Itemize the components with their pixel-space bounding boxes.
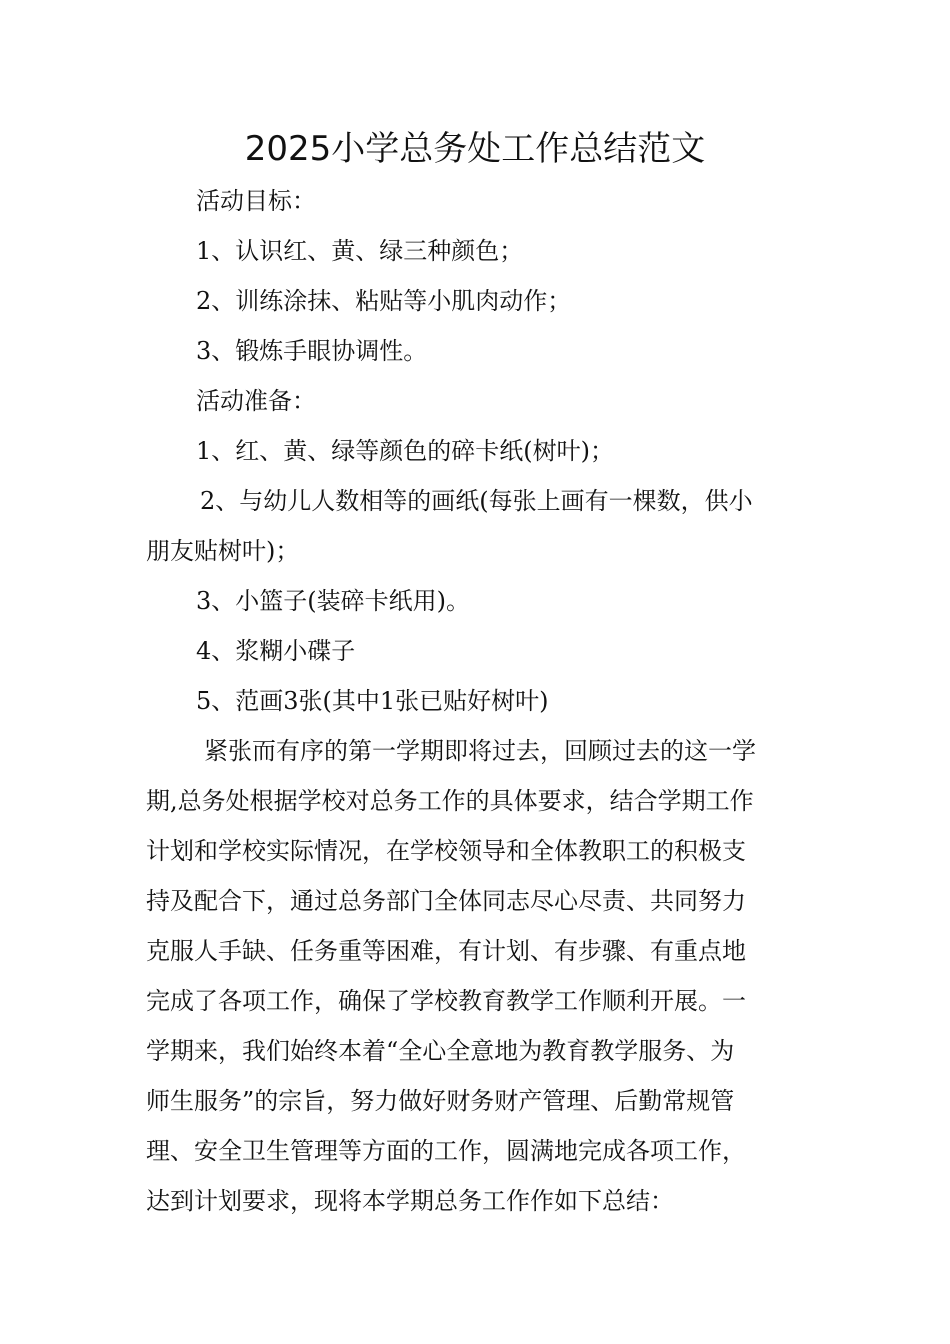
paragraph-line: 理、安全卫生管理等方面的工作，圆满地完成各项工作， <box>146 1137 746 1165</box>
paragraph-line: 2、训练涂抹、粘贴等小肌肉动作； <box>196 287 572 315</box>
paragraph-line: 2、与幼儿人数相等的画纸(每张上画有一棵数，供小 <box>200 487 753 515</box>
document-title: 2025小学总务处工作总结范文 <box>244 129 706 169</box>
paragraph-line: 计划和学校实际情况，在学校领导和全体教职工的积极支 <box>146 837 746 865</box>
paragraph-line: 4、浆糊小碟子 <box>196 637 356 665</box>
paragraph-line: 1、认识红、黄、绿三种颜色； <box>196 237 524 265</box>
section-heading-goals: 活动目标： <box>196 187 316 215</box>
section-heading-preparation: 活动准备： <box>196 387 316 415</box>
paragraph-line: 5、范画3张(其中1张已贴好树叶) <box>196 687 549 715</box>
paragraph-line: 达到计划要求，现将本学期总务工作作如下总结： <box>146 1187 674 1215</box>
paragraph-line: 紧张而有序的第一学期即将过去，回顾过去的这一学 <box>204 737 756 765</box>
paragraph-line: 期,总务处根据学校对总务工作的具体要求，结合学期工作 <box>146 787 754 815</box>
paragraph-line: 完成了各项工作，确保了学校教育教学工作顺利开展。一 <box>146 987 746 1015</box>
paragraph-line: 持及配合下，通过总务部门全体同志尽心尽责、共同努力 <box>146 887 746 915</box>
paragraph-line: 学期来，我们始终本着“全心全意地为教育教学服务、为 <box>146 1037 735 1065</box>
paragraph-line: 朋友贴树叶)； <box>146 537 300 565</box>
paragraph-line: 3、锻炼手眼协调性。 <box>196 337 428 365</box>
paragraph-line: 1、红、黄、绿等颜色的碎卡纸(树叶)； <box>196 437 614 465</box>
paragraph-line: 克服人手缺、任务重等困难，有计划、有步骤、有重点地 <box>146 937 746 965</box>
paragraph-line: 师生服务”的宗旨，努力做好财务财产管理、后勤常规管 <box>146 1087 735 1115</box>
paragraph-line: 3、小篮子(装碎卡纸用)。 <box>196 587 470 615</box>
